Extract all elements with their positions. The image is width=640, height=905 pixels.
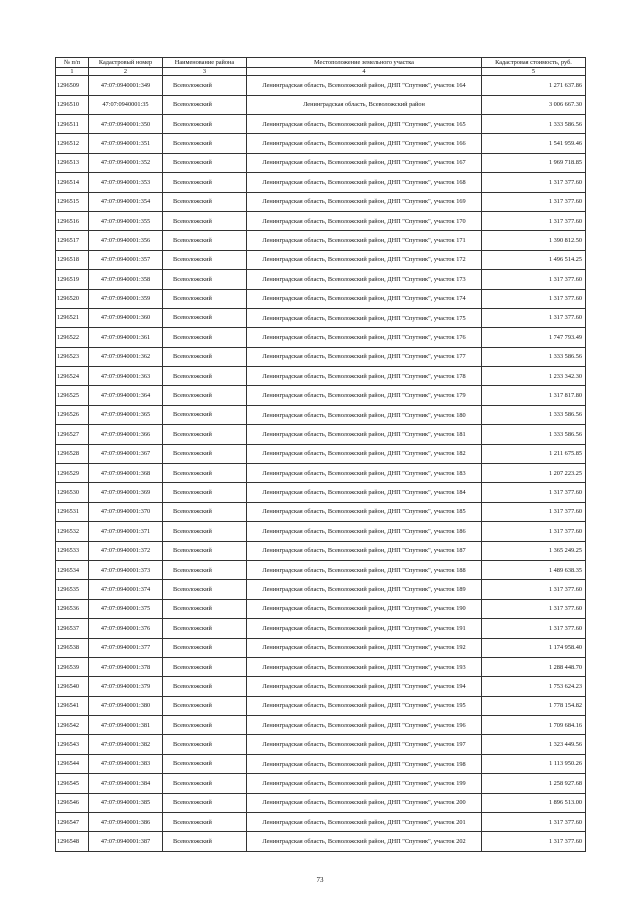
cadastral-number: 47:07:0940001:350 <box>89 114 163 133</box>
district-name: Всеволожский <box>163 696 247 715</box>
cadastral-value: 1 333 586.56 <box>482 405 586 424</box>
cadastral-value: 3 006 667.30 <box>482 95 586 114</box>
cadastral-number: 47:07:0940001:356 <box>89 231 163 250</box>
row-number: 1296542 <box>56 716 89 735</box>
location: Ленинградская область, Всеволожский район, ДНП "Спутник", участок 166 <box>247 134 482 153</box>
cadastral-number: 47:07:0940001:379 <box>89 677 163 696</box>
table-row <box>56 657 586 676</box>
row-number: 1296534 <box>56 560 89 579</box>
table-row <box>56 716 586 735</box>
cadastral-value: 1 317 377.60 <box>482 832 586 851</box>
cadastral-number: 47:07:0940001:355 <box>89 211 163 230</box>
location: Ленинградская область, Всеволожский район, ДНП "Спутник", участок 190 <box>247 599 482 618</box>
district-name: Всеволожский <box>163 813 247 832</box>
location: Ленинградская область, Всеволожский район, ДНП "Спутник", участок 182 <box>247 444 482 463</box>
cadastral-value: 1 317 377.60 <box>482 173 586 192</box>
district-name: Всеволожский <box>163 153 247 172</box>
district-name: Всеволожский <box>163 173 247 192</box>
district-name: Всеволожский <box>163 444 247 463</box>
page-number: 73 <box>316 876 324 884</box>
district-name: Всеволожский <box>163 405 247 424</box>
row-number: 1296539 <box>56 657 89 676</box>
table-row <box>56 502 586 521</box>
district-name: Всеволожский <box>163 502 247 521</box>
district-name: Всеволожский <box>163 76 247 95</box>
district-name: Всеволожский <box>163 95 247 114</box>
table-row <box>56 774 586 793</box>
cadastral-value: 1 753 624.23 <box>482 677 586 696</box>
district-name: Всеволожский <box>163 735 247 754</box>
cadastral-value: 1 496 514.25 <box>482 250 586 269</box>
table-row <box>56 619 586 638</box>
cadastral-value: 1 317 377.60 <box>482 270 586 289</box>
table-row <box>56 560 586 579</box>
location: Ленинградская область, Всеволожский район, ДНП "Спутник", участок 198 <box>247 754 482 773</box>
row-number: 1296516 <box>56 211 89 230</box>
cadastral-number: 47:07:0940001:371 <box>89 522 163 541</box>
district-name: Всеволожский <box>163 522 247 541</box>
cadastral-number: 47:07:0940001:353 <box>89 173 163 192</box>
district-name: Всеволожский <box>163 347 247 366</box>
district-name: Всеволожский <box>163 657 247 676</box>
row-number: 1296529 <box>56 464 89 483</box>
table-row <box>56 76 586 95</box>
table-row <box>56 677 586 696</box>
location: Ленинградская область, Всеволожский район, ДНП "Спутник", участок 172 <box>247 250 482 269</box>
district-name: Всеволожский <box>163 464 247 483</box>
district-name: Всеволожский <box>163 308 247 327</box>
row-number: 1296513 <box>56 153 89 172</box>
location: Ленинградская область, Всеволожский район, ДНП "Спутник", участок 184 <box>247 483 482 502</box>
table-row <box>56 153 586 172</box>
location: Ленинградская область, Всеволожский район <box>247 95 482 114</box>
row-number: 1296525 <box>56 386 89 405</box>
header-location: Местоположение земельного участка <box>247 58 482 68</box>
cadastral-value: 1 317 377.60 <box>482 813 586 832</box>
location: Ленинградская область, Всеволожский район, ДНП "Спутник", участок 175 <box>247 308 482 327</box>
table-row <box>56 95 586 114</box>
district-name: Всеволожский <box>163 638 247 657</box>
location: Ленинградская область, Всеволожский район, ДНП "Спутник", участок 192 <box>247 638 482 657</box>
location: Ленинградская область, Всеволожский район, ДНП "Спутник", участок 174 <box>247 289 482 308</box>
district-name: Всеволожский <box>163 599 247 618</box>
cadastral-number: 47:07:0940001:360 <box>89 308 163 327</box>
table-row <box>56 638 586 657</box>
table-row <box>56 696 586 715</box>
cadastral-number: 47:07:0940001:354 <box>89 192 163 211</box>
cadastral-number: 47:07:0940001:357 <box>89 250 163 269</box>
table-row <box>56 541 586 560</box>
location: Ленинградская область, Всеволожский район, ДНП "Спутник", участок 170 <box>247 211 482 230</box>
table-row <box>56 231 586 250</box>
row-number: 1296538 <box>56 638 89 657</box>
row-number: 1296524 <box>56 367 89 386</box>
cadastral-number: 47:07:0940001:349 <box>89 76 163 95</box>
cadastral-value: 1 207 223.25 <box>482 464 586 483</box>
row-number: 1296523 <box>56 347 89 366</box>
cadastral-number: 47:07:0940001:385 <box>89 793 163 812</box>
row-number: 1296544 <box>56 754 89 773</box>
row-number: 1296535 <box>56 580 89 599</box>
row-number: 1296515 <box>56 192 89 211</box>
cadastral-value: 1 541 959.46 <box>482 134 586 153</box>
row-number: 1296517 <box>56 231 89 250</box>
table-row <box>56 813 586 832</box>
district-name: Всеволожский <box>163 289 247 308</box>
row-number: 1296518 <box>56 250 89 269</box>
location: Ленинградская область, Всеволожский район, ДНП "Спутник", участок 173 <box>247 270 482 289</box>
cadastral-value: 1 709 684.16 <box>482 716 586 735</box>
table-row <box>56 367 586 386</box>
location: Ленинградская область, Всеволожский район, ДНП "Спутник", участок 169 <box>247 192 482 211</box>
table-row <box>56 114 586 133</box>
cadastral-number: 47:07:0940001:370 <box>89 502 163 521</box>
row-number: 1296526 <box>56 405 89 424</box>
cadastral-value: 1 969 718.85 <box>482 153 586 172</box>
location: Ленинградская область, Всеволожский район, ДНП "Спутник", участок 165 <box>247 114 482 133</box>
cadastral-value: 1 317 377.60 <box>482 502 586 521</box>
district-name: Всеволожский <box>163 580 247 599</box>
cadastral-number: 47:07:0940001:363 <box>89 367 163 386</box>
table-row <box>56 173 586 192</box>
table-row <box>56 270 586 289</box>
cadastral-value: 1 317 377.60 <box>482 483 586 502</box>
row-number: 1296509 <box>56 76 89 95</box>
location: Ленинградская область, Всеволожский район, ДНП "Спутник", участок 187 <box>247 541 482 560</box>
cadastral-number: 47:07:0940001:384 <box>89 774 163 793</box>
column-number-row <box>56 68 586 76</box>
cadastral-number: 47:07:0940001:352 <box>89 153 163 172</box>
cadastral-number: 47:07:0940001:368 <box>89 464 163 483</box>
cadastral-number: 47:07:0940001:387 <box>89 832 163 851</box>
cadastral-value: 1 489 638.35 <box>482 560 586 579</box>
row-number: 1296533 <box>56 541 89 560</box>
cadastral-value: 1 317 377.60 <box>482 619 586 638</box>
row-number: 1296512 <box>56 134 89 153</box>
table-row <box>56 347 586 366</box>
cadastral-number: 47:07:0940001:359 <box>89 289 163 308</box>
row-number: 1296543 <box>56 735 89 754</box>
location: Ленинградская область, Всеволожский район, ДНП "Спутник", участок 178 <box>247 367 482 386</box>
table-row <box>56 308 586 327</box>
cadastral-value: 1 317 377.60 <box>482 192 586 211</box>
location: Ленинградская область, Всеволожский район, ДНП "Спутник", участок 180 <box>247 405 482 424</box>
cadastral-value: 1 317 377.60 <box>482 308 586 327</box>
district-name: Всеволожский <box>163 386 247 405</box>
district-name: Всеволожский <box>163 134 247 153</box>
location: Ленинградская область, Всеволожский район, ДНП "Спутник", участок 201 <box>247 813 482 832</box>
table-row <box>56 211 586 230</box>
cadastral-number: 47:07:0940001:361 <box>89 328 163 347</box>
cadastral-number: 47:07:0940001:374 <box>89 580 163 599</box>
district-name: Всеволожский <box>163 560 247 579</box>
cadastral-number: 47:07:0940001:377 <box>89 638 163 657</box>
row-number: 1296548 <box>56 832 89 851</box>
table-row <box>56 793 586 812</box>
cadastral-number: 47:07:0940001:364 <box>89 386 163 405</box>
cadastral-value: 1 317 377.60 <box>482 289 586 308</box>
cadastral-value: 1 317 817.80 <box>482 386 586 405</box>
location: Ленинградская область, Всеволожский район, ДНП "Спутник", участок 179 <box>247 386 482 405</box>
district-name: Всеволожский <box>163 483 247 502</box>
row-number: 1296519 <box>56 270 89 289</box>
cadastral-number: 47:07:0940001:386 <box>89 813 163 832</box>
column-number-4: 4 <box>247 68 482 76</box>
table-row <box>56 289 586 308</box>
table-row <box>56 754 586 773</box>
cadastral-number: 47:07:0940001:373 <box>89 560 163 579</box>
cadastral-value: 1 211 675.85 <box>482 444 586 463</box>
cadastral-number: 47:07:0940001:35 <box>89 95 163 114</box>
header-number: № п/п <box>56 58 89 68</box>
location: Ленинградская область, Всеволожский район, ДНП "Спутник", участок 193 <box>247 657 482 676</box>
row-number: 1296520 <box>56 289 89 308</box>
row-number: 1296514 <box>56 173 89 192</box>
district-name: Всеволожский <box>163 774 247 793</box>
district-name: Всеволожский <box>163 192 247 211</box>
cadastral-value: 1 317 377.60 <box>482 211 586 230</box>
cadastral-value: 1 233 342.30 <box>482 367 586 386</box>
cadastral-number: 47:07:0940001:376 <box>89 619 163 638</box>
row-number: 1296531 <box>56 502 89 521</box>
location: Ленинградская область, Всеволожский район, ДНП "Спутник", участок 202 <box>247 832 482 851</box>
cadastral-value: 1 778 154.82 <box>482 696 586 715</box>
row-number: 1296547 <box>56 813 89 832</box>
location: Ленинградская область, Всеволожский район, ДНП "Спутник", участок 171 <box>247 231 482 250</box>
row-number: 1296511 <box>56 114 89 133</box>
cadastral-number: 47:07:0940001:378 <box>89 657 163 676</box>
table-row <box>56 464 586 483</box>
cadastral-number: 47:07:0940001:366 <box>89 425 163 444</box>
cadastral-value: 1 333 586.56 <box>482 114 586 133</box>
location: Ленинградская область, Всеволожский район, ДНП "Спутник", участок 176 <box>247 328 482 347</box>
cadastral-number: 47:07:0940001:372 <box>89 541 163 560</box>
location: Ленинградская область, Всеволожский район, ДНП "Спутник", участок 189 <box>247 580 482 599</box>
table-row <box>56 580 586 599</box>
location: Ленинградская область, Всеволожский район, ДНП "Спутник", участок 196 <box>247 716 482 735</box>
location: Ленинградская область, Всеволожский район, ДНП "Спутник", участок 197 <box>247 735 482 754</box>
location: Ленинградская область, Всеволожский район, ДНП "Спутник", участок 177 <box>247 347 482 366</box>
column-number-2: 2 <box>89 68 163 76</box>
district-name: Всеволожский <box>163 270 247 289</box>
cadastral-number: 47:07:0940001:351 <box>89 134 163 153</box>
location: Ленинградская область, Всеволожский район, ДНП "Спутник", участок 168 <box>247 173 482 192</box>
district-name: Всеволожский <box>163 231 247 250</box>
district-name: Всеволожский <box>163 677 247 696</box>
table-row <box>56 134 586 153</box>
location: Ленинградская область, Всеволожский район, ДНП "Спутник", участок 194 <box>247 677 482 696</box>
row-number: 1296545 <box>56 774 89 793</box>
cadastral-value: 1 317 377.60 <box>482 599 586 618</box>
table-row <box>56 832 586 851</box>
table-row <box>56 386 586 405</box>
cadastral-value: 1 271 637.86 <box>482 76 586 95</box>
location: Ленинградская область, Всеволожский район, ДНП "Спутник", участок 183 <box>247 464 482 483</box>
district-name: Всеволожский <box>163 793 247 812</box>
row-number: 1296522 <box>56 328 89 347</box>
table-row <box>56 192 586 211</box>
row-number: 1296546 <box>56 793 89 812</box>
row-number: 1296532 <box>56 522 89 541</box>
cadastral-number: 47:07:0940001:381 <box>89 716 163 735</box>
location: Ленинградская область, Всеволожский район, ДНП "Спутник", участок 167 <box>247 153 482 172</box>
district-name: Всеволожский <box>163 114 247 133</box>
row-number: 1296536 <box>56 599 89 618</box>
cadastral-number: 47:07:0940001:365 <box>89 405 163 424</box>
row-number: 1296540 <box>56 677 89 696</box>
table-row <box>56 405 586 424</box>
table-row <box>56 599 586 618</box>
cadastral-value: 1 317 377.60 <box>482 522 586 541</box>
cadastral-table-sheet <box>55 57 585 852</box>
cadastral-value-table <box>55 57 586 852</box>
cadastral-value: 1 365 249.25 <box>482 541 586 560</box>
district-name: Всеволожский <box>163 367 247 386</box>
cadastral-number: 47:07:0940001:382 <box>89 735 163 754</box>
column-number-1: 1 <box>56 68 89 76</box>
table-row <box>56 250 586 269</box>
cadastral-value: 1 288 448.70 <box>482 657 586 676</box>
location: Ленинградская область, Всеволожский район, ДНП "Спутник", участок 200 <box>247 793 482 812</box>
district-name: Всеволожский <box>163 541 247 560</box>
district-name: Всеволожский <box>163 425 247 444</box>
cadastral-value: 1 333 586.56 <box>482 347 586 366</box>
location: Ленинградская область, Всеволожский район, ДНП "Спутник", участок 164 <box>247 76 482 95</box>
cadastral-value: 1 317 377.60 <box>482 580 586 599</box>
cadastral-number: 47:07:0940001:362 <box>89 347 163 366</box>
cadastral-value: 1 323 449.56 <box>482 735 586 754</box>
cadastral-number: 47:07:0940001:367 <box>89 444 163 463</box>
header-row <box>56 58 586 68</box>
cadastral-value: 1 896 513.00 <box>482 793 586 812</box>
column-number-5: 5 <box>482 68 586 76</box>
cadastral-number: 47:07:0940001:380 <box>89 696 163 715</box>
location: Ленинградская область, Всеволожский район, ДНП "Спутник", участок 191 <box>247 619 482 638</box>
table-row <box>56 444 586 463</box>
cadastral-value: 1 390 812.50 <box>482 231 586 250</box>
table-body <box>56 76 586 852</box>
cadastral-value: 1 333 586.56 <box>482 425 586 444</box>
header-cadastral-value: Кадастровая стоимость, руб. <box>482 58 586 68</box>
cadastral-number: 47:07:0940001:369 <box>89 483 163 502</box>
row-number: 1296521 <box>56 308 89 327</box>
district-name: Всеволожский <box>163 250 247 269</box>
table-row <box>56 483 586 502</box>
district-name: Всеволожский <box>163 716 247 735</box>
table-row <box>56 735 586 754</box>
header-cadastral-number: Кадастровый номер <box>89 58 163 68</box>
cadastral-value: 1 174 958.40 <box>482 638 586 657</box>
location: Ленинградская область, Всеволожский район, ДНП "Спутник", участок 181 <box>247 425 482 444</box>
cadastral-number: 47:07:0940001:358 <box>89 270 163 289</box>
table-row <box>56 425 586 444</box>
location: Ленинградская область, Всеволожский район, ДНП "Спутник", участок 195 <box>247 696 482 715</box>
row-number: 1296541 <box>56 696 89 715</box>
district-name: Всеволожский <box>163 832 247 851</box>
table-row <box>56 328 586 347</box>
location: Ленинградская область, Всеволожский район, ДНП "Спутник", участок 199 <box>247 774 482 793</box>
cadastral-value: 1 747 793.49 <box>482 328 586 347</box>
row-number: 1296527 <box>56 425 89 444</box>
row-number: 1296528 <box>56 444 89 463</box>
cadastral-number: 47:07:0940001:375 <box>89 599 163 618</box>
column-number-3: 3 <box>163 68 247 76</box>
location: Ленинградская область, Всеволожский район, ДНП "Спутник", участок 185 <box>247 502 482 521</box>
district-name: Всеволожский <box>163 619 247 638</box>
district-name: Всеволожский <box>163 754 247 773</box>
row-number: 1296537 <box>56 619 89 638</box>
row-number: 1296510 <box>56 95 89 114</box>
location: Ленинградская область, Всеволожский район, ДНП "Спутник", участок 188 <box>247 560 482 579</box>
district-name: Всеволожский <box>163 211 247 230</box>
row-number: 1296530 <box>56 483 89 502</box>
cadastral-value: 1 113 950.26 <box>482 754 586 773</box>
table-row <box>56 522 586 541</box>
district-name: Всеволожский <box>163 328 247 347</box>
location: Ленинградская область, Всеволожский район, ДНП "Спутник", участок 186 <box>247 522 482 541</box>
cadastral-number: 47:07:0940001:383 <box>89 754 163 773</box>
header-district: Наименование района <box>163 58 247 68</box>
cadastral-value: 1 258 927.68 <box>482 774 586 793</box>
